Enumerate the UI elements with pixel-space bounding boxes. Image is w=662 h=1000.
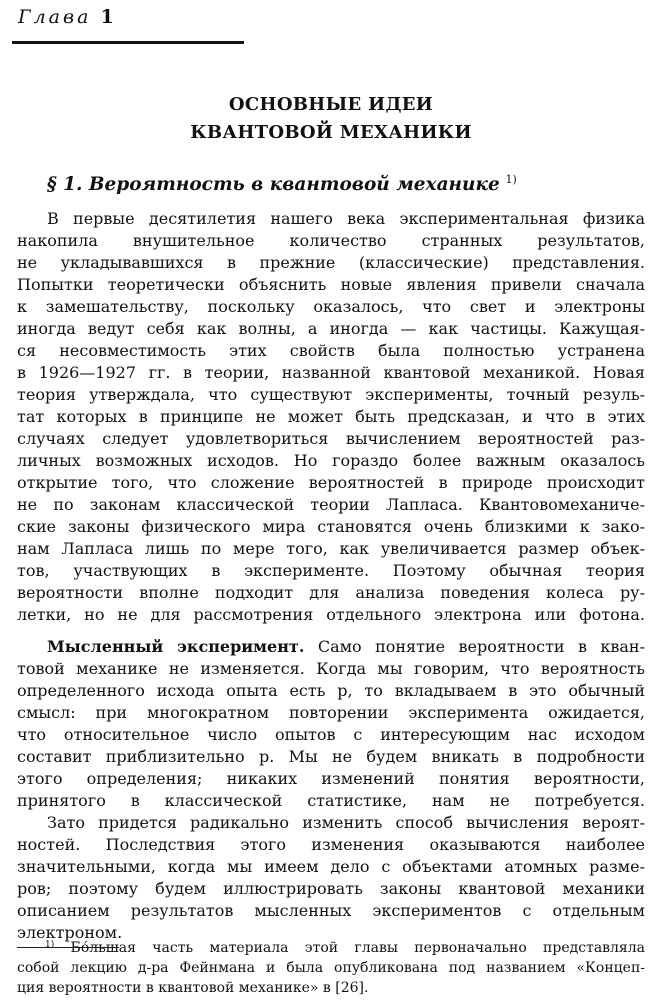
section-footnote-mark: 1) — [505, 173, 517, 186]
text-line-rest: Само понятие вероятности в кван- — [317, 637, 646, 656]
text-line: иногда ведут себя как волны, а иногда — как частицы. Кажущая- — [17, 319, 645, 338]
chapter-label-word: Глава — [18, 6, 92, 28]
text-line: в 1926—1927 гг. в теории, названной квантовой механикой. Новая — [17, 363, 645, 382]
section-heading — [47, 174, 517, 195]
text-line: электроном. — [17, 923, 123, 942]
text-line: случаях следует удовлетвориться вычислением вероятностей раз- — [17, 429, 645, 448]
footnote-line: ция вероятности в квантовой механике» в [26]. — [17, 980, 369, 996]
text-line: накопила внушительное количество странных результатов, — [17, 231, 645, 250]
chapter-label — [18, 6, 117, 28]
text-line: открытие того, что сложение вероятностей в природе происходит — [17, 473, 645, 492]
text-line: не укладывавшихся в прежние (классические) представления. — [17, 253, 645, 272]
text-line: определенного исхода опыта есть p, то вкладываем в это обычный — [17, 681, 645, 700]
paragraph-lead-in: Мысленный эксперимент. — [47, 637, 305, 656]
text-line: принятого в классической статистике, нам не потребуется. — [17, 791, 645, 810]
text-line: теория утверждала, что существуют эксперименты, точный резуль- — [17, 385, 645, 404]
text-line: тов, участвующих в эксперименте. Поэтому обычная теория — [17, 561, 645, 580]
text-line: к замешательству, поскольку оказалось, что свет и электроны — [17, 297, 645, 316]
chapter-number: 1 — [100, 6, 117, 28]
text-line: этого определения; никаких изменений понятия вероятности, — [17, 769, 645, 788]
text-line — [47, 636, 645, 658]
text-line: товой механике не изменяется. Когда мы говорим, что вероятность — [17, 659, 645, 678]
text-line: ские законы физического мира становятся очень близкими к зако- — [17, 517, 645, 536]
text-line: что относительное число опытов с интересующим нас исходом — [17, 725, 645, 744]
text-line: В первые десятилетия нашего века экспериментальная физика — [47, 209, 645, 228]
text-line: тат которых в принципе не может быть предсказан, и что в этих — [17, 407, 645, 426]
footnote-mark: 1) — [45, 940, 55, 950]
text-line: Попытки теоретически объяснить новые явления привели сначала — [17, 275, 645, 294]
text-line: ров; поэтому будем иллюстрировать законы квантовой механики — [17, 879, 645, 898]
text-line: личных возможных исходов. Но гораздо более важным оказалось — [17, 451, 645, 470]
chapter-title-line-2: КВАНТОВОЙ МЕХАНИКИ — [190, 122, 472, 143]
text-line: составит приблизительно p. Мы не будем вникать в подробности — [17, 747, 645, 766]
text-line: описанием результатов мысленных экспериментов с отдельным — [17, 901, 645, 920]
text-line: нам Лапласа лишь по мере того, как увеличивается размер объек- — [17, 539, 645, 558]
text-line: не по законам классической теории Лапласа. Квантовомеханиче- — [17, 495, 645, 514]
chapter-title-line-1: ОСНОВНЫЕ ИДЕИ — [228, 94, 434, 115]
text-line: смысл: при многократном повторении эксперимента ожидается, — [17, 703, 645, 722]
text-line: Зато придется радикально изменить способ вычисления вероят- — [47, 813, 645, 832]
text-line: летки, но не для рассмотрения отдельного электрона или фотона. — [17, 605, 645, 624]
section-heading-text: § 1. Вероятность в квантовой механике — [47, 174, 500, 195]
chapter-rule — [12, 41, 244, 44]
text-line: вероятности вполне подходит для анализа поведения колеса ру- — [17, 583, 645, 602]
footnote-line: собой лекцию д-ра Фейнмана и была опубликована под названием «Концеп- — [17, 960, 645, 976]
text-line: ся несовместимость этих свойств была полностью устранена — [17, 341, 645, 360]
text-line: ностей. Последствия этого изменения оказываются наиболее — [17, 835, 645, 854]
footnote-line — [45, 938, 645, 958]
footnote-line-text: Бо́льшая часть материала этой главы первоначально представляла — [70, 940, 646, 956]
text-line: значительными, когда мы имеем дело с объектами атомных разме- — [17, 857, 645, 876]
section-footnote-ref — [500, 174, 517, 195]
